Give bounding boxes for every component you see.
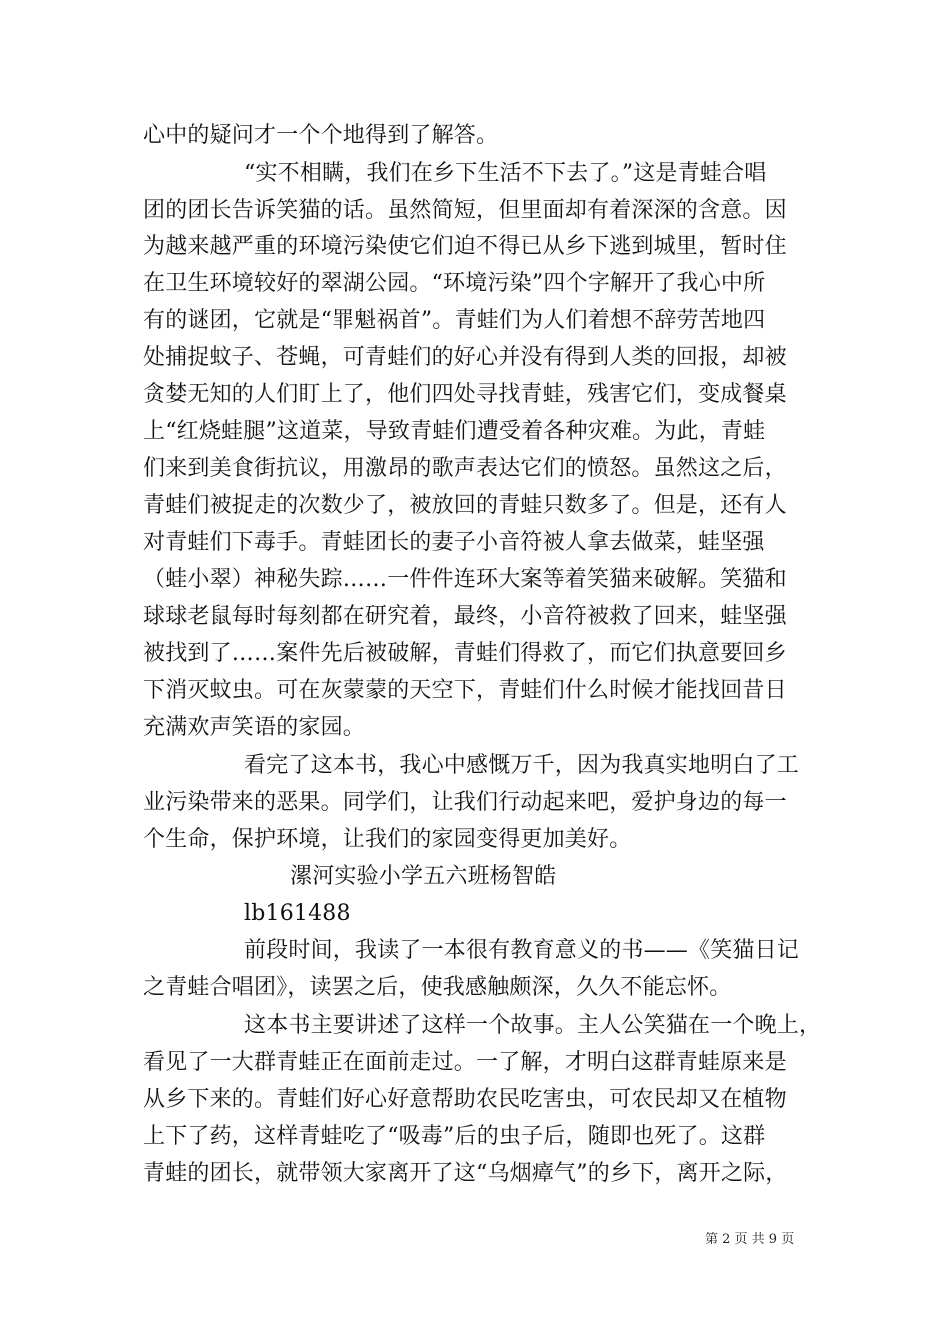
text-line: 之青蛙合唱团》，读罢之后，使我感触颇深，久久不能忘怀。 — [143, 975, 732, 1000]
text-line: 这本书主要讲述了这样一个故事。主人公笑猫在一个晚上， — [244, 1013, 822, 1038]
text-line: 从乡下来的。青蛙们好心好意帮助农民吃害虫，可农民却又在植物 — [143, 1087, 787, 1112]
text-line: 被找到了……案件先后被破解，青蛙们得救了，而它们执意要回乡 — [143, 641, 787, 666]
text-line: 有的谜团，它就是“罪魁祸首”。青蛙们为人们着想不辞劳苦地四 — [143, 308, 766, 333]
text-line: “实不相瞒，我们在乡下生活不下去了。”这是青蛙合唱 — [244, 161, 767, 186]
text-line: 团的团长告诉笑猫的话。虽然简短，但里面却有着深深的含意。因 — [143, 198, 787, 223]
text-line: 前段时间，我读了一本很有教育意义的书——《笑猫日记 — [244, 938, 800, 963]
text-line: 为越来越严重的环境污染使它们迫不得已从乡下逃到城里，暂时住 — [143, 234, 787, 259]
text-line: 看完了这本书，我心中感慨万千，因为我真实地明白了工 — [244, 753, 800, 778]
text-line: 对青蛙们下毒手。青蛙团长的妻子小音符被人拿去做菜，蛙坚强 — [143, 530, 765, 555]
text-line: 在卫生环境较好的翠湖公园。“环境污染”四个字解开了我心中所 — [143, 271, 766, 296]
text-line: 处捕捉蚊子、苍蝇，可青蛙们的好心并没有得到人类的回报，却被 — [143, 345, 787, 370]
text-line: 心中的疑问才一个个地得到了解答。 — [143, 123, 499, 148]
text-line: 上下了药，这样青蛙吃了“吸毒”后的虫子后，随即也死了。这群 — [143, 1124, 766, 1149]
text-line: 下消灭蚊虫。可在灰蒙蒙的天空下，青蛙们什么时候才能找回昔日 — [143, 678, 787, 703]
text-line: 充满欢声笑语的家园。 — [143, 715, 366, 740]
text-line: 业污染带来的恶果。同学们，让我们行动起来吧，爱护身边的每一 — [143, 790, 787, 815]
text-line: （蛙小翠）神秘失踪……一件件连环大案等着笑猫来破解。笑猫和 — [143, 567, 787, 592]
text-line: 青蛙的团长，就带领大家离开了这“乌烟瘴气”的乡下，离开之际， — [143, 1161, 788, 1186]
page-number: 第 2 页 共 9 页 — [705, 1232, 795, 1247]
text-line: 贪婪无知的人们盯上了，他们四处寻找青蛙，残害它们，变成餐桌 — [143, 382, 787, 407]
text-line: 个生命，保护环境，让我们的家园变得更加美好。 — [143, 827, 632, 852]
document-code: lb161488 — [244, 901, 351, 926]
text-line: 球球老鼠每时每刻都在研究着，最终，小音符被救了回来，蛙坚强 — [143, 604, 787, 629]
author-signature: 漯河实验小学五六班杨智皓 — [290, 864, 557, 889]
text-line: 上“红烧蛙腿”这道菜，导致青蛙们遭受着各种灾难。为此，青蛙 — [143, 419, 766, 444]
text-line: 青蛙们被捉走的次数少了，被放回的青蛙只数多了。但是，还有人 — [143, 493, 787, 518]
text-line: 们来到美食街抗议，用激昂的歌声表达它们的愤怒。虽然这之后， — [143, 456, 787, 481]
text-line: 看见了一大群青蛙正在面前走过。一了解，才明白这群青蛙原来是 — [143, 1050, 787, 1075]
